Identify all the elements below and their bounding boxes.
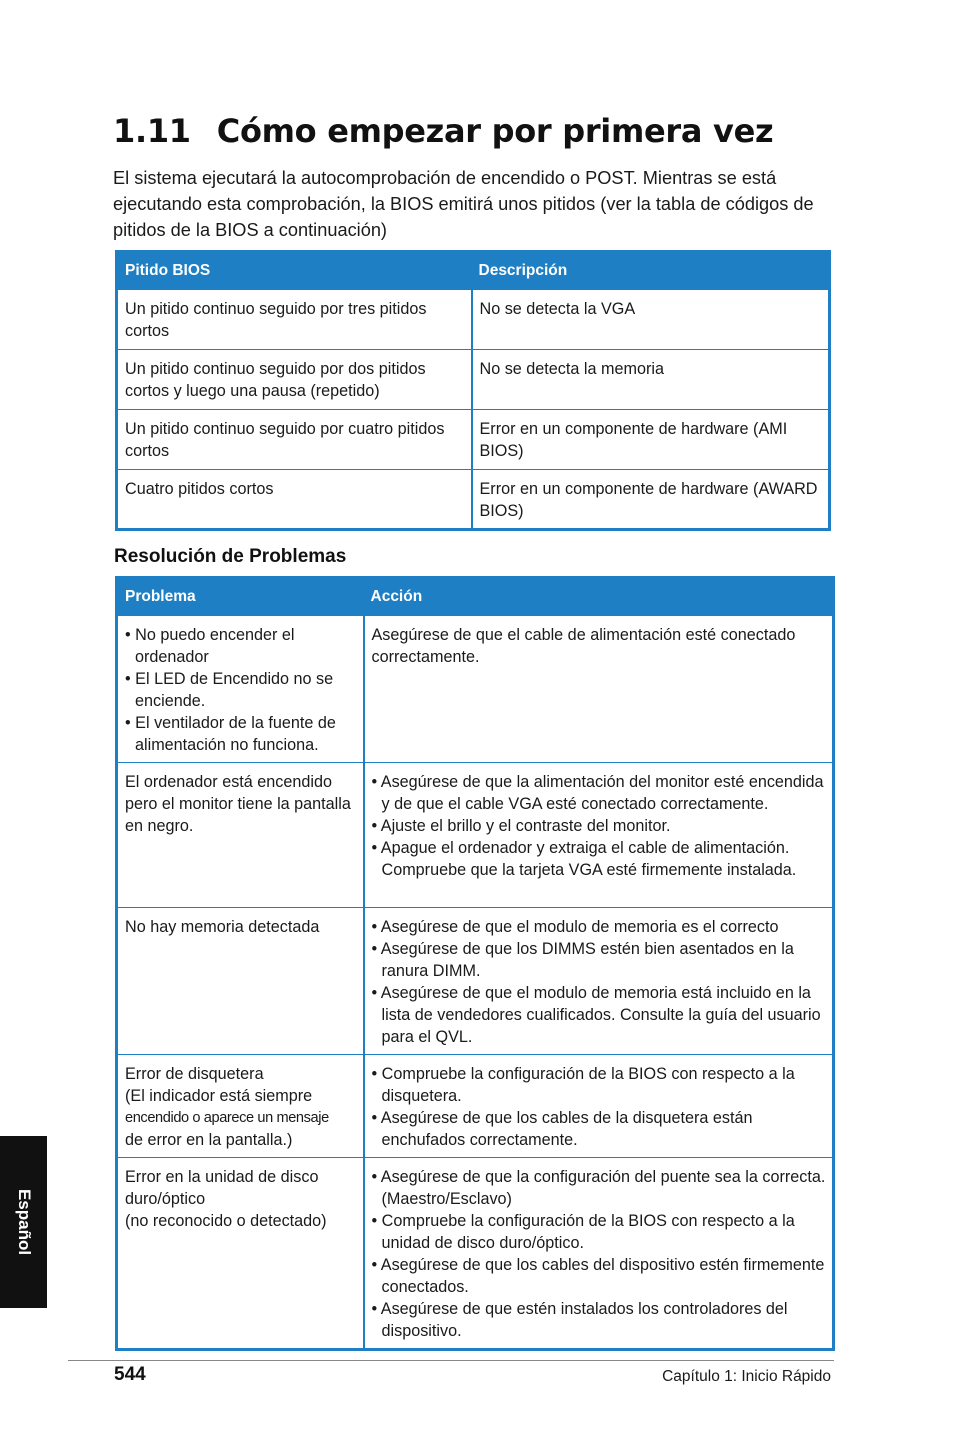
list-item: • No puedo encender el ordenador xyxy=(125,624,357,668)
beep-cell: Cuatro pitidos cortos xyxy=(117,470,472,530)
list-item: • El LED de Encendido no se enciende. xyxy=(125,668,357,712)
footer-divider xyxy=(68,1360,834,1361)
troubleshooting-heading: Resolución de Problemas xyxy=(114,546,347,567)
list-item: • Compruebe la configuración de la BIOS con respecto a la disquetera. xyxy=(372,1063,827,1107)
list-item: • El ventilador de la fuente de alimentación no funciona. xyxy=(125,712,357,756)
list-item: • Asegúrese de que los cables de la disquetera están enchufados correctamente. xyxy=(372,1107,827,1151)
action-list xyxy=(372,916,827,1048)
table-row xyxy=(117,908,834,1055)
column-header-action: Acción xyxy=(364,578,834,616)
problem-line: Error en la unidad de disco duro/óptico xyxy=(125,1168,319,1208)
table-row xyxy=(117,290,830,350)
chapter-label: Capítulo 1: Inicio Rápido xyxy=(662,1368,831,1385)
problem-line: Error de disquetera xyxy=(125,1065,264,1083)
list-item: • Asegúrese de que la configuración del puente sea la correcta. (Maestro/Esclavo) xyxy=(372,1166,827,1210)
troubleshooting-table xyxy=(115,576,835,1351)
table-row xyxy=(117,410,830,470)
action-cell xyxy=(364,1055,834,1158)
intro-paragraph: El sistema ejecutará la autocomprobación de encendido o POST. Mientras se está ejecutando esta comprobación, la BIOS emitirá unos pitidos (ver la tabla de códigos de pitidos de la BIOS a continuación) xyxy=(113,168,814,240)
table-row xyxy=(117,763,834,908)
table-row xyxy=(117,350,830,410)
section-title xyxy=(113,112,773,150)
description-cell: Error en un componente de hardware (AMI BIOS) xyxy=(472,410,830,470)
action-list xyxy=(372,771,827,881)
table-row xyxy=(117,616,834,763)
list-item: • Asegúrese de que el modulo de memoria es el correcto xyxy=(372,916,827,938)
list-item: • Ajuste el brillo y el contraste del monitor. xyxy=(372,815,827,837)
action-cell xyxy=(364,763,834,908)
beep-cell: Un pitido continuo seguido por dos pitidos cortos y luego una pausa (repetido) xyxy=(117,350,472,410)
table-row xyxy=(117,470,830,530)
list-item: • Asegúrese de que estén instalados los controladores del dispositivo. xyxy=(372,1298,827,1342)
table-row xyxy=(117,1158,834,1350)
problem-line: (no reconocido o detectado) xyxy=(125,1212,327,1230)
language-side-tab xyxy=(0,1136,47,1308)
section-number: 1.11 xyxy=(113,112,191,150)
list-item: • Compruebe la configuración de la BIOS con respecto a la unidad de disco duro/óptico. xyxy=(372,1210,827,1254)
column-header-beep: Pitido BIOS xyxy=(117,252,472,290)
section-title-text: Cómo empezar por primera vez xyxy=(216,112,774,150)
table-row xyxy=(117,1055,834,1158)
beep-cell: Un pitido continuo seguido por cuatro pitidos cortos xyxy=(117,410,472,470)
list-item: • Asegúrese de que los cables del dispositivo estén firmemente conectados. xyxy=(372,1254,827,1298)
problem-cell xyxy=(117,1158,364,1350)
problem-cell: No hay memoria detectada xyxy=(117,908,364,1055)
table-header-row xyxy=(117,578,834,616)
action-list xyxy=(372,1166,827,1342)
list-item: • Asegúrese de que la alimentación del monitor esté encendida y de que el cable VGA esté conectado correctamente. xyxy=(372,771,827,815)
problem-cell: El ordenador está encendido pero el monitor tiene la pantalla en negro. xyxy=(117,763,364,908)
problem-cell xyxy=(117,1055,364,1158)
column-header-problem: Problema xyxy=(117,578,364,616)
description-cell: Error en un componente de hardware (AWARD BIOS) xyxy=(472,470,830,530)
page-number: 544 xyxy=(114,1364,146,1385)
action-list xyxy=(372,1063,827,1151)
beep-cell: Un pitido continuo seguido por tres pitidos cortos xyxy=(117,290,472,350)
list-item: • Asegúrese de que los DIMMS estén bien asentados en la ranura DIMM. xyxy=(372,938,827,982)
problem-cell xyxy=(117,616,364,763)
column-header-description: Descripción xyxy=(472,252,830,290)
problem-line: (El indicador está siempre xyxy=(125,1087,313,1105)
problem-line: de error en la pantalla.) xyxy=(125,1131,293,1149)
description-cell: No se detecta la VGA xyxy=(472,290,830,350)
bios-beep-table xyxy=(115,250,831,531)
list-item: • Apague el ordenador y extraiga el cable de alimentación. Compruebe que la tarjeta VGA esté firmemente instalada. xyxy=(372,837,827,881)
action-cell xyxy=(364,1158,834,1350)
action-cell xyxy=(364,908,834,1055)
language-label: Español xyxy=(14,1188,34,1256)
description-cell: No se detecta la memoria xyxy=(472,350,830,410)
list-item: • Asegúrese de que el modulo de memoria está incluido en la lista de vendedores cualificados. Consulte la guía del usuario para el QVL. xyxy=(372,982,827,1048)
table-header-row xyxy=(117,252,830,290)
problem-line: encendido o aparece un mensaje xyxy=(125,1110,329,1126)
action-cell: Asegúrese de que el cable de alimentación esté conectado correctamente. xyxy=(364,616,834,763)
problem-list xyxy=(125,624,357,756)
